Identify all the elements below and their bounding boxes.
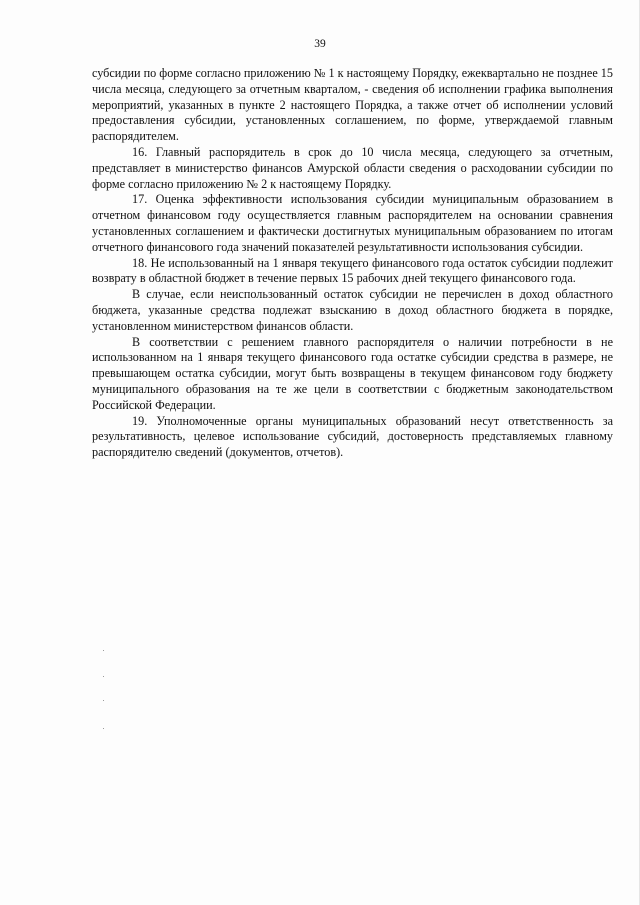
paragraph-continuation: субсидии по форме согласно приложению № 1 к настоящему Порядку, ежеквартально не позднее 15 числа месяца, следующего за отчетным кварталом, - сведения об исполнении графика выполнения мероприятий, указанных в пункте 2 настоящего Порядка, а также отчет об исполнении условий предоставления субсидии, установленных соглашением, по форме, утверждаемой главным распорядителем. — [92, 66, 613, 144]
document-body — [92, 66, 613, 461]
paragraph-16: 16. Главный распорядитель в срок до 10 числа месяца, следующего за отчетным, представляет в министерство финансов Амурской области сведения о расходовании субсидии по форме согласно приложению № 2 к настоящему Порядку. — [92, 144, 613, 191]
paragraph-18-case: В случае, если неиспользованный остаток субсидии не перечислен в доход областного бюджета, указанные средства подлежат взысканию в доход областного бюджета в порядке, установленном министерством финансов области. — [92, 287, 613, 333]
scan-speck — [103, 700, 104, 701]
paragraph-19: 19. Уполномоченные органы муниципальных образований несут ответственность за результативность, целевое использование субсидий, достоверность представляемых главному распорядителю сведений (документов, отчетов). — [92, 413, 613, 460]
scan-speck — [103, 728, 104, 729]
paragraph-17: 17. Оценка эффективности использования субсидии муниципальным образованием в отчетном финансовом году осуществляется главным распорядителем на основании сравнения установленных соглашением и фактически достигнутых муниципальным образованием по итогам отчетного финансового года значений показателей результативности использования субсидии. — [92, 192, 613, 254]
paragraph-18-decision: В соответствии с решением главного распорядителя о наличии потребности в не использованном на 1 января текущего финансового года остатке субсидии средства в размере, не превышающем остатка субсидии, могут быть возвращены в текущем финансовом году бюджету муниципального образования на те же цели в соответствии с бюджетным законодательством Российской Федерации. — [92, 334, 613, 412]
scan-speck — [103, 676, 104, 677]
paragraph-18: 18. Не использованный на 1 января текущего финансового года остаток субсидии подлежит возврату в областной бюджет в течение первых 15 рабочих дней текущего финансового года. — [92, 255, 613, 286]
page-number: 39 — [314, 38, 326, 50]
scan-speck — [103, 650, 104, 651]
